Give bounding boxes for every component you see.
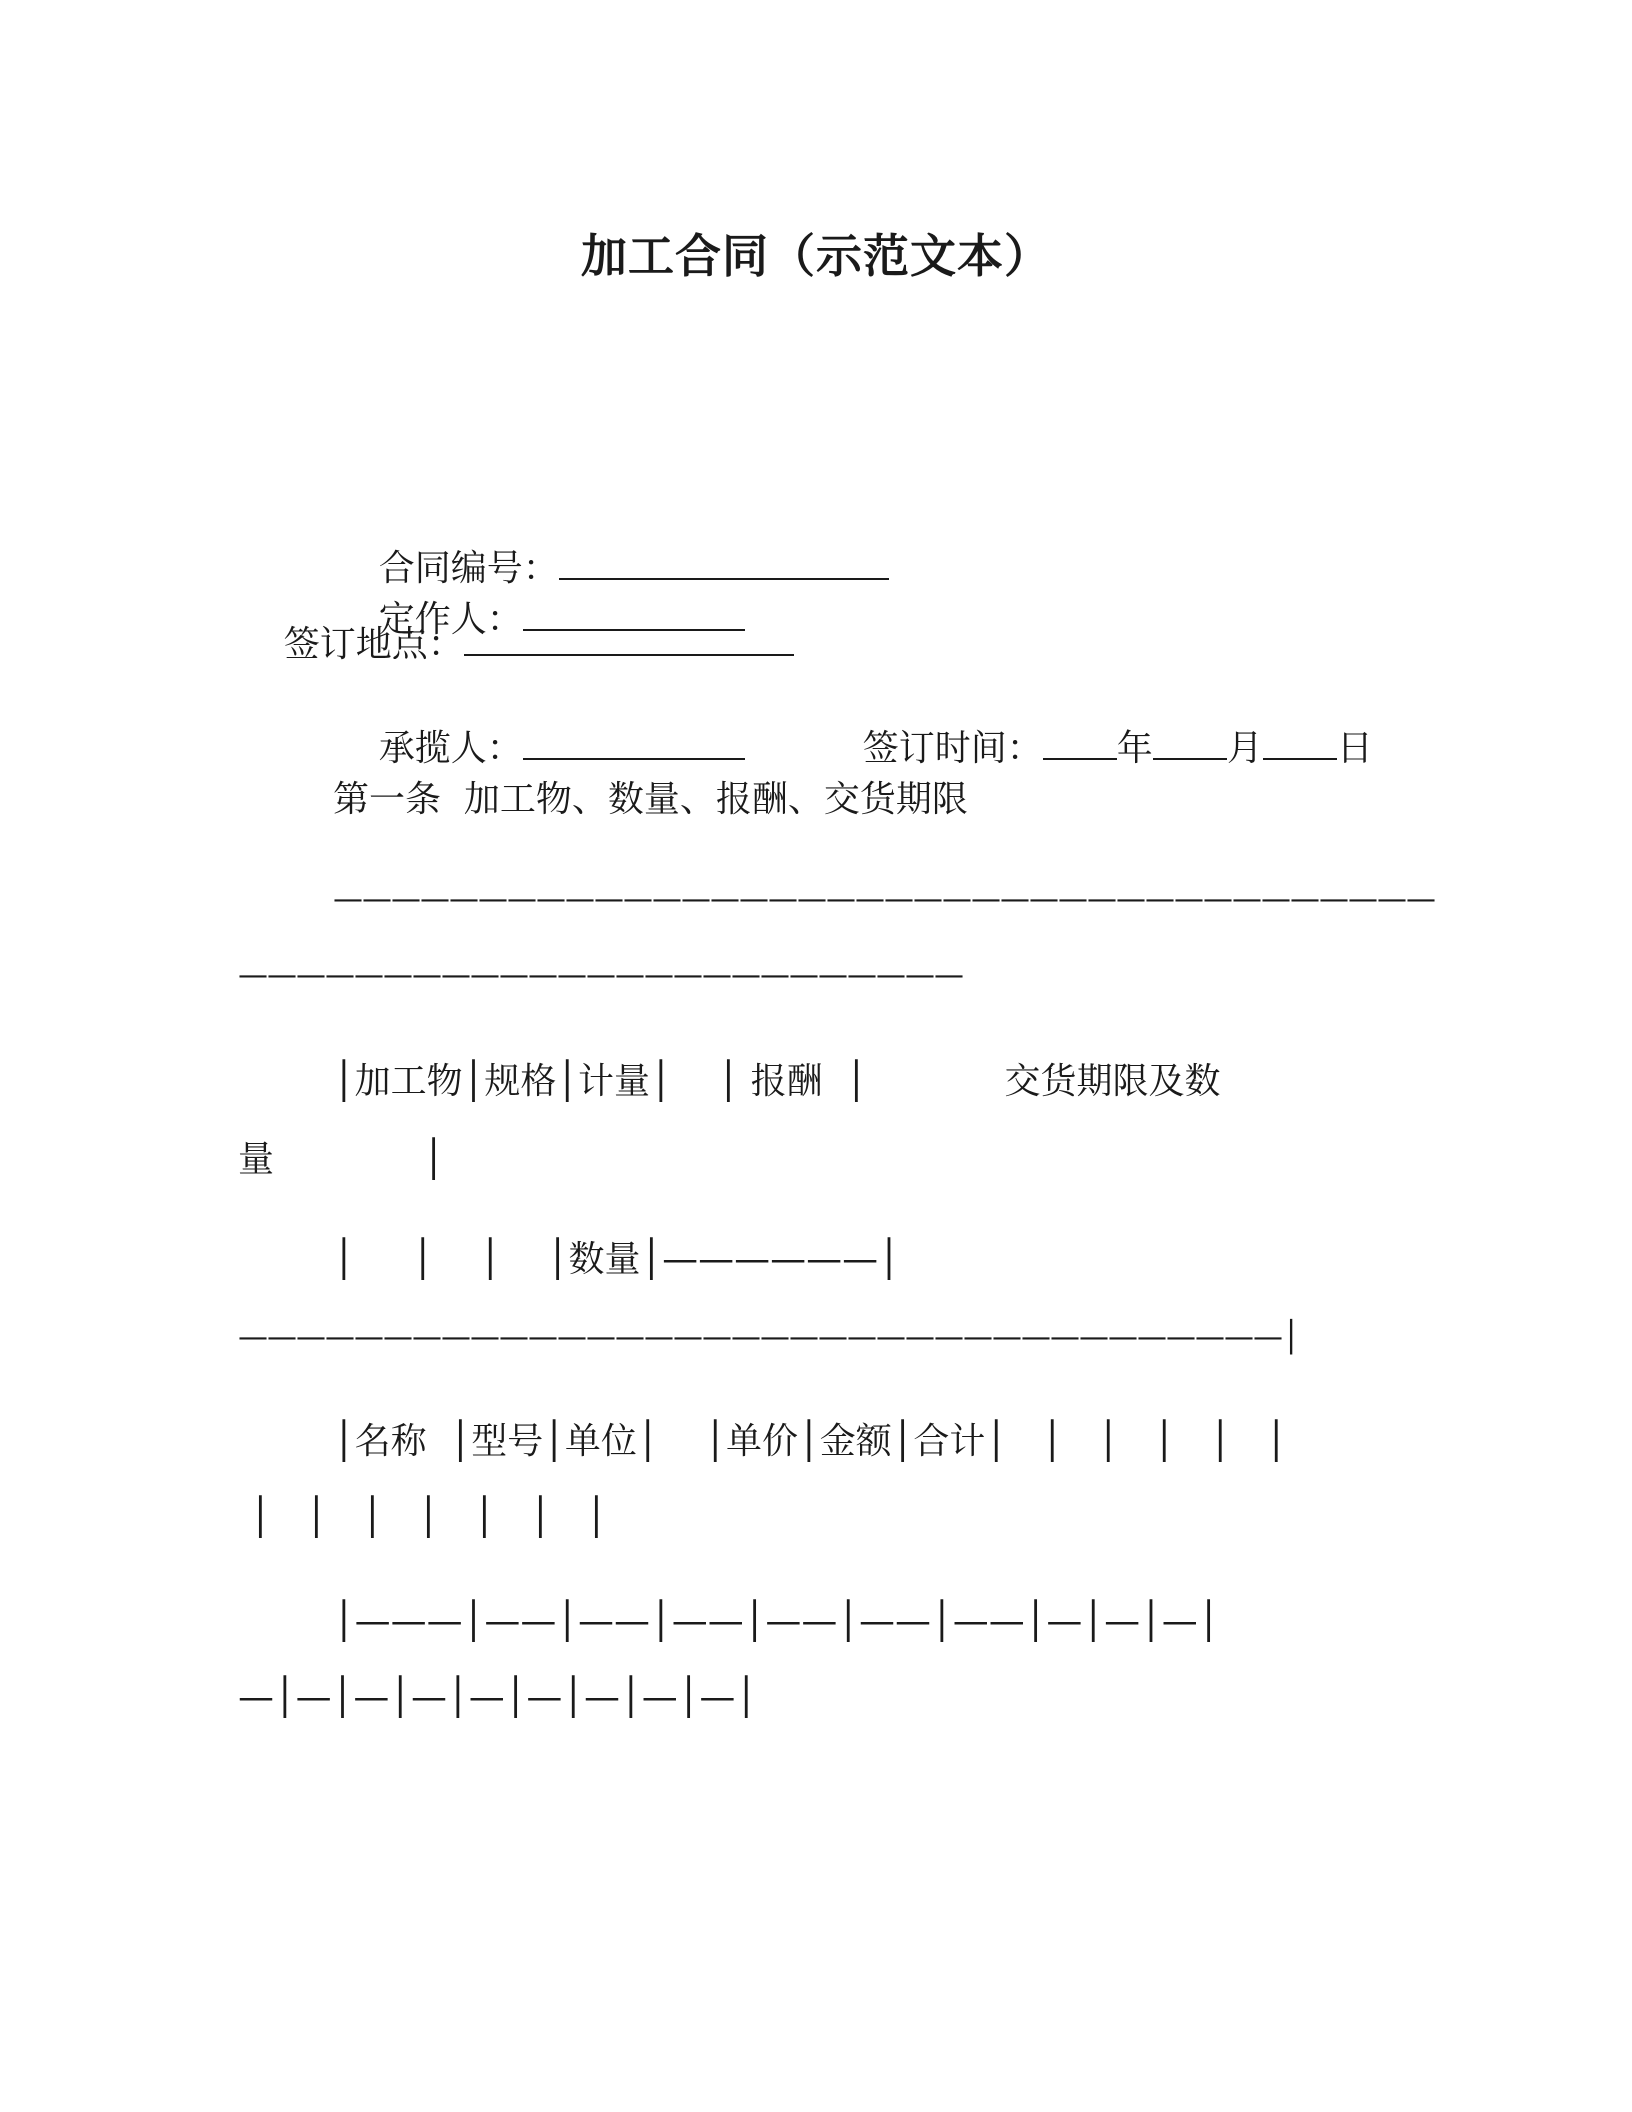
day-blank[interactable] <box>1263 722 1337 760</box>
month-blank[interactable] <box>1153 722 1227 760</box>
table-row-1a: │加工物│规格│计量│ │ 报酬 │ 交货期限及数 <box>333 1061 1221 1102</box>
table-row-1b: 量 │ <box>238 1139 445 1180</box>
day-label: 日 <box>1336 728 1373 769</box>
sign-place-label: 签订地点： <box>283 624 464 665</box>
month-label: 月 <box>1226 728 1263 769</box>
table-row-3a: │名称 │型号│单位│ │单价│金额│合计│ │ │ │ │ │ <box>333 1421 1288 1462</box>
dash-line-1: —————————————————————————————————————— <box>333 882 1435 917</box>
year-blank[interactable] <box>1043 722 1117 760</box>
contract-no-label: 合同编号： <box>378 548 559 589</box>
document-title: 加工合同（示范文本） <box>581 229 1051 283</box>
table-row-4a: │———│——│——│——│——│——│——│—│—│—│ <box>333 1601 1220 1642</box>
orderer-label: 定作人： <box>378 599 523 640</box>
contractor-label: 承揽人： <box>378 728 523 769</box>
sign-place-blank[interactable] <box>464 618 794 656</box>
sign-time-label: 签订时间： <box>862 728 1043 769</box>
table-row-2b: ————————————————————————————————————│ <box>238 1320 1300 1355</box>
table-row-3b: │ │ │ │ │ │ │ <box>238 1497 608 1538</box>
contractor-blank[interactable] <box>523 722 745 760</box>
dash-line-2: ————————————————————————— <box>238 958 963 993</box>
table-row-4b: —│—│—│—│—│—│—│—│—│ <box>238 1677 758 1718</box>
year-label: 年 <box>1116 728 1153 769</box>
table-row-2a: │ │ │ │数量│——————│ <box>333 1239 900 1280</box>
article-1-title: 第一条 加工物、数量、报酬、交货期限 <box>333 779 968 820</box>
